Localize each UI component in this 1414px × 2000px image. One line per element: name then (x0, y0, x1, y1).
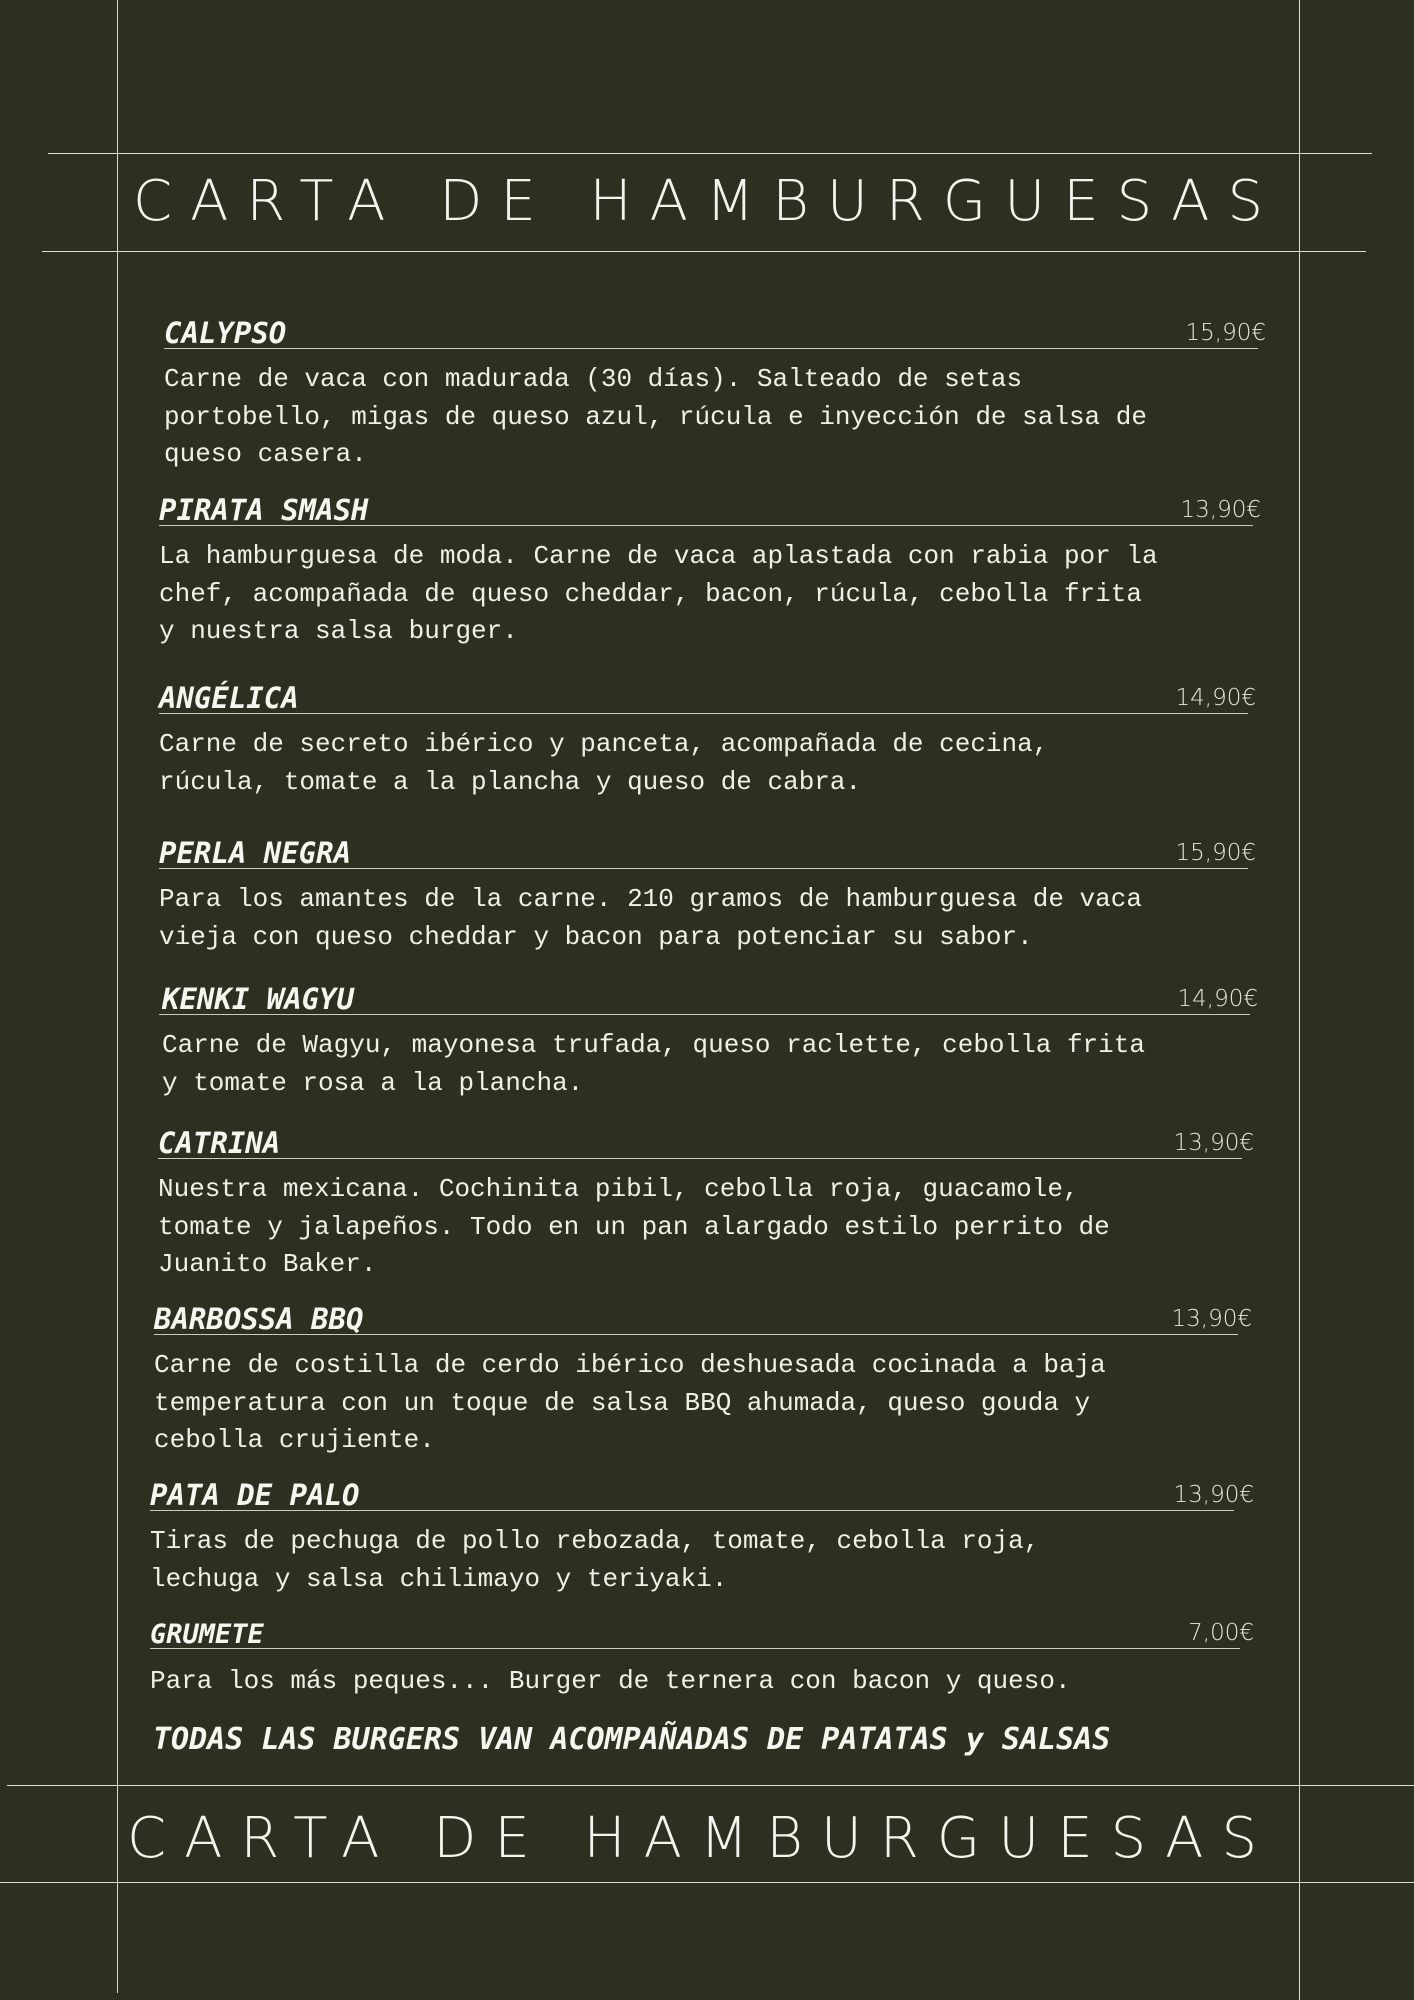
description-line: queso casera. (164, 439, 367, 469)
menu-item-grumete (150, 1612, 1254, 1701)
menu-item-pirata-smash (159, 489, 1261, 651)
description-line: Tiras de pechuga de pollo rebozada, tomate, cebolla roja, (150, 1526, 1040, 1556)
menu-item-header (150, 1474, 1254, 1512)
menu-item-catrina (158, 1122, 1254, 1284)
description-line: temperatura con un toque de salsa BBQ ahumada, queso gouda y (154, 1387, 1091, 1418)
menu-item-description (150, 1523, 1234, 1598)
menu-item-calypso (164, 312, 1266, 474)
menu-item-barbossa-bbq (154, 1298, 1252, 1460)
menu-item-price: 13,90€ (1173, 1482, 1254, 1508)
menu-item-price: 7,00€ (1188, 1620, 1254, 1646)
description-line: lechuga y salsa chilimayo y teriyaki. (150, 1563, 728, 1594)
menu-item-header (158, 1122, 1254, 1160)
menu-item-header (159, 978, 1258, 1016)
menu-item-header (164, 312, 1266, 350)
description-line: vieja con queso cheddar y bacon para potenciar su sabor. (159, 921, 1033, 952)
menu-item-name: GRUMETE (150, 1619, 264, 1650)
description-line: Nuestra mexicana. Cochinita pibil, cebolla roja, guacamole, (158, 1174, 1079, 1204)
description-line: y nuestra salsa burger. (159, 616, 518, 646)
header-rule-top (48, 153, 1372, 154)
footer-title: CARTA DE HAMBURGUESAS (126, 1806, 1276, 1871)
menu-item-header (159, 832, 1256, 870)
menu-item-price: 14,90€ (1175, 685, 1256, 711)
menu-item-perla-negra (159, 832, 1256, 956)
menu-item-price: 13,90€ (1180, 497, 1261, 523)
description-line: tomate y jalapeños. Todo en un pan alargado estilo perrito de (158, 1211, 1110, 1242)
menu-item-price: 15,90€ (1185, 320, 1266, 346)
menu-item-price: 15,90€ (1175, 840, 1256, 866)
menu-item-description (158, 1171, 1242, 1284)
frame-line-left (117, 0, 118, 1993)
menu-item-price: 13,90€ (1173, 1130, 1254, 1156)
footer-rule-top (7, 1785, 1414, 1786)
page-title: CARTA DE HAMBURGUESAS (132, 169, 1282, 234)
menu-item-price: 14,90€ (1177, 986, 1258, 1012)
menu-item-description (154, 1347, 1238, 1460)
menu-item-description (150, 1663, 1240, 1701)
description-line: cebolla crujiente. (154, 1425, 435, 1455)
menu-item-name: PATA DE PALO (150, 1478, 360, 1512)
description-line: Para los amantes de la carne. 210 gramos de hamburguesa de vaca (159, 884, 1142, 914)
menu-item-name: CATRINA (158, 1126, 281, 1160)
menu-item-name: PERLA NEGRA (159, 836, 352, 870)
menu-item-description (159, 538, 1253, 651)
menu-item-pata-de-palo (150, 1474, 1254, 1598)
description-line: chef, acompañada de queso cheddar, bacon, rúcula, cebolla frita (159, 578, 1142, 609)
menu-item-name: ANGÉLICA (159, 681, 299, 715)
menu-item-kenki-wagyu (159, 978, 1258, 1102)
description-line: Juanito Baker. (158, 1249, 377, 1279)
frame-line-right (1299, 0, 1300, 2000)
menu-item-description (159, 726, 1248, 801)
header-rule-bottom (42, 251, 1366, 252)
menu-item-name: CALYPSO (164, 316, 287, 350)
description-line: portobello, migas de queso azul, rúcula e inyección de salsa de (164, 401, 1147, 432)
menu-item-header (159, 489, 1261, 527)
description-line: rúcula, tomate a la plancha y queso de cabra. (159, 766, 862, 797)
description-line: y tomate rosa a la plancha. (162, 1067, 584, 1098)
description-line: La hamburguesa de moda. Carne de vaca aplastada con rabia por la (159, 541, 1158, 571)
menu-item-name: BARBOSSA BBQ (154, 1302, 364, 1336)
menu-item-description (162, 1027, 1250, 1102)
description-line: Para los más peques... Burger de ternera con bacon y queso. (150, 1666, 1071, 1696)
description-line: Carne de Wagyu, mayonesa trufada, queso raclette, cebolla frita (162, 1030, 1145, 1060)
menu-item-name: KENKI WAGYU (162, 982, 355, 1016)
sides-note: TODAS LAS BURGERS VAN ACOMPAÑADAS DE PATATAS y SALSAS (153, 1722, 1111, 1757)
menu-item-description (159, 881, 1248, 956)
menu-item-price: 13,90€ (1171, 1306, 1252, 1332)
menu-item-header (150, 1612, 1254, 1650)
description-line: Carne de costilla de cerdo ibérico deshuesada cocinada a baja (154, 1350, 1106, 1380)
menu-item-header (154, 1298, 1252, 1336)
footer-rule-bottom (0, 1882, 1414, 1883)
menu-item-header (159, 677, 1256, 715)
menu-item-angelica (159, 677, 1256, 801)
description-line: Carne de vaca con madurada (30 días). Salteado de setas (164, 364, 1023, 394)
menu-item-name: PIRATA SMASH (159, 493, 369, 527)
menu-item-description (164, 361, 1258, 474)
description-line: Carne de secreto ibérico y panceta, acompañada de cecina, (159, 729, 1049, 759)
